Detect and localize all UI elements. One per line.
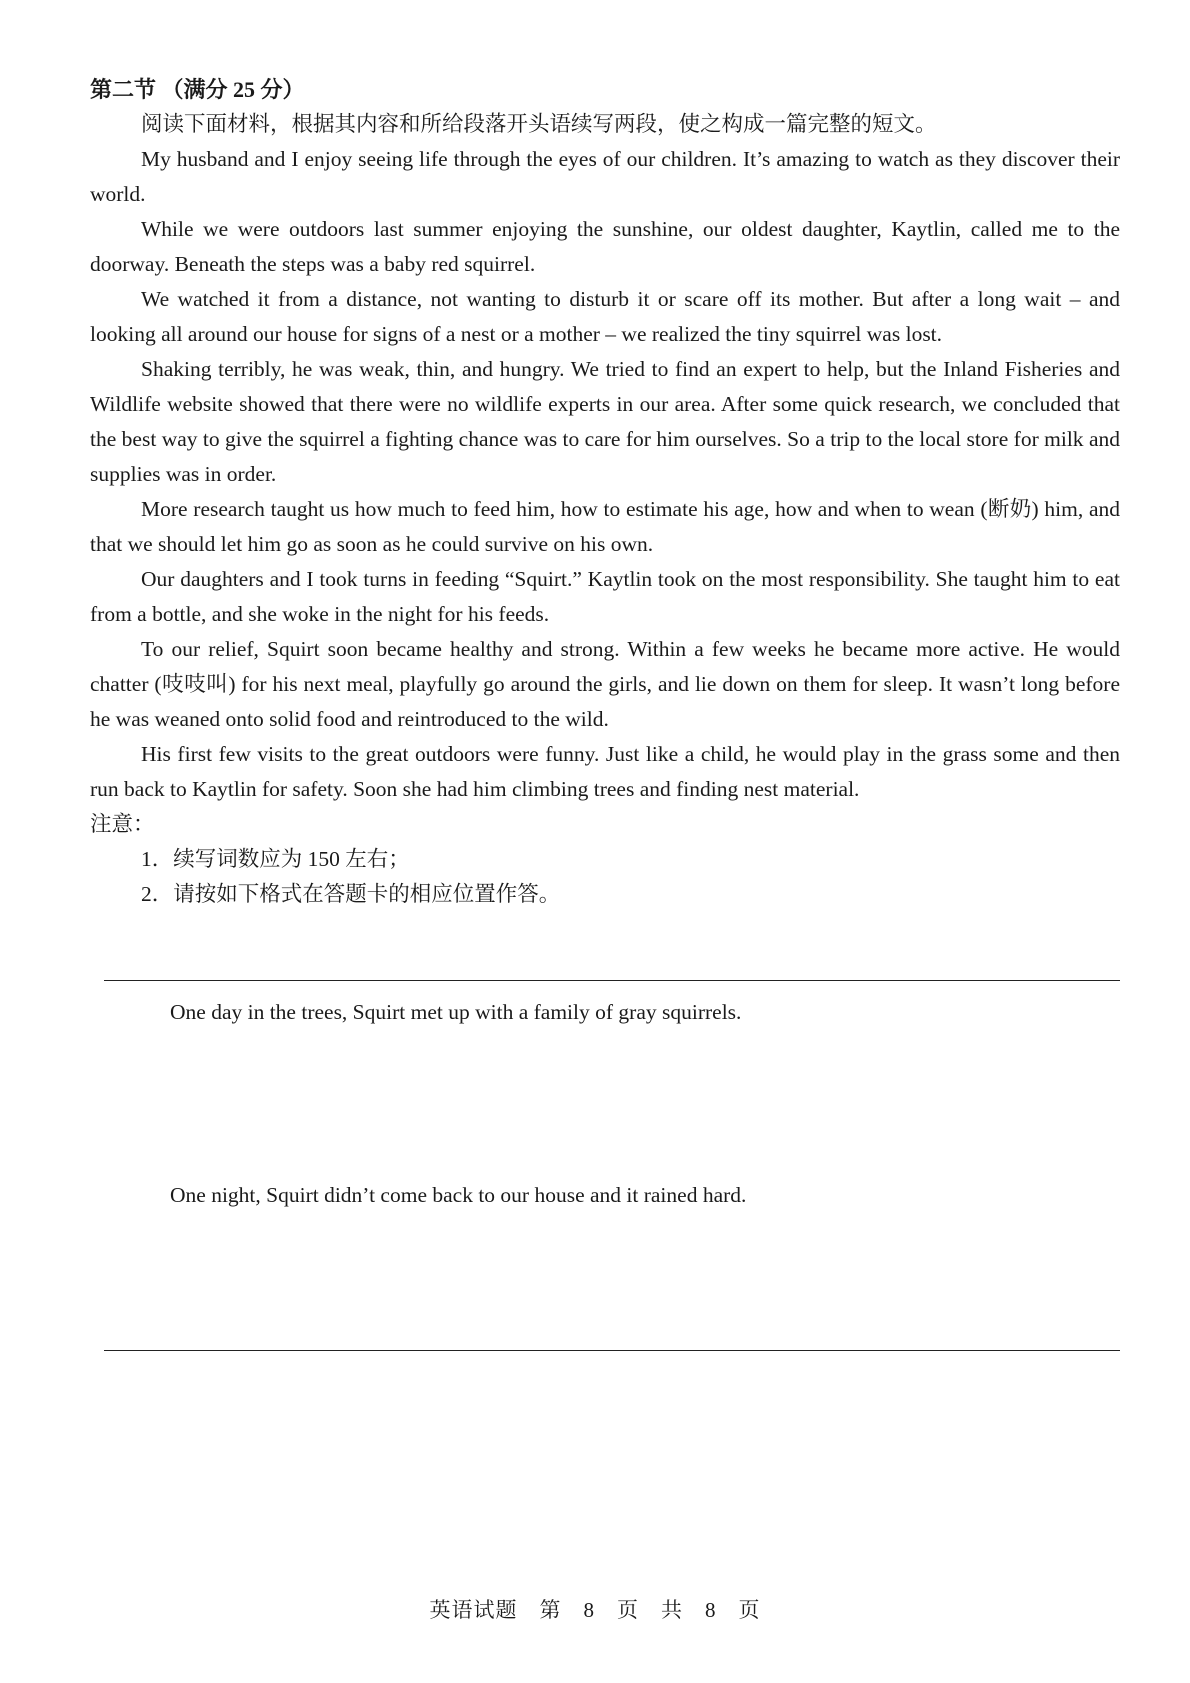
- passage-paragraph: His first few visits to the great outdoors were funny. Just like a child, he would play in the grass some and then run back to Kaytlin for safety. Soon she had him climbing trees and finding nest material.: [90, 742, 1120, 801]
- continuation-starter-1: One day in the trees, Squirt met up with a family of gray squirrels.: [170, 1000, 742, 1024]
- passage-paragraph: My husband and I enjoy seeing life through the eyes of our children. It’s amazing to watch as they discover their world.: [90, 147, 1120, 206]
- page-footer: 英语试题 第 8 页 共 8 页: [429, 1598, 761, 1622]
- notes-block: [90, 807, 1120, 912]
- answer-box-bottom-rule: [104, 1350, 1120, 1351]
- passage-paragraph: Our daughters and I took turns in feeding “Squirt.” Kaytlin took on the most responsibility. She taught him to eat from a bottle, and she woke in the night for his feeds.: [90, 567, 1120, 626]
- answer-box-top-rule: [104, 980, 1120, 981]
- passage-paragraph: More research taught us how much to feed him, how to estimate his age, how and when to wean (断奶) him, and that we should let him go as soon as he could survive on his own.: [90, 497, 1120, 556]
- passage-paragraph: Shaking terribly, he was weak, thin, and hungry. We tried to find an expert to help, but the Inland Fisheries and Wildlife website showed that there were no wildlife experts in our area. After some quick research, we concluded that the best way to give the squirrel a fighting chance was to care for him ourselves. So a trip to the local store for milk and supplies was in order.: [90, 357, 1120, 486]
- passage-paragraph: We watched it from a distance, not wanting to disturb it or scare off its mother. But after a long wait – and looking all around our house for signs of a nest or a mother – we realized the tiny squirrel was lost.: [90, 287, 1120, 346]
- notes-title: 注意：: [90, 812, 155, 836]
- passage-paragraph: To our relief, Squirt soon became healthy and strong. Within a few weeks he became more active. He would chatter (吱吱叫) for his next meal, playfully go around the girls, and lie down on them for sleep. It wasn’t long before he was weaned onto solid food and reintroduced to the wild.: [90, 637, 1120, 731]
- passage-paragraph: While we were outdoors last summer enjoying the sunshine, our oldest daughter, Kaytlin, called me to the doorway. Beneath the steps was a baby red squirrel.: [90, 217, 1120, 276]
- exam-page: [90, 72, 1120, 912]
- continuation-starter-2: One night, Squirt didn’t come back to our house and it rained hard.: [170, 1183, 747, 1207]
- instruction-text: 阅读下面材料，根据其内容和所给段落开头语续写两段，使之构成一篇完整的短文。: [141, 112, 937, 136]
- note-item: 1．续写词数应为 150 左右；: [141, 847, 410, 871]
- note-item: 2．请按如下格式在答题卡的相应位置作答。: [141, 882, 561, 906]
- reading-passage: [90, 142, 1120, 807]
- section-title: 第二节 （满分 25 分）: [90, 77, 305, 102]
